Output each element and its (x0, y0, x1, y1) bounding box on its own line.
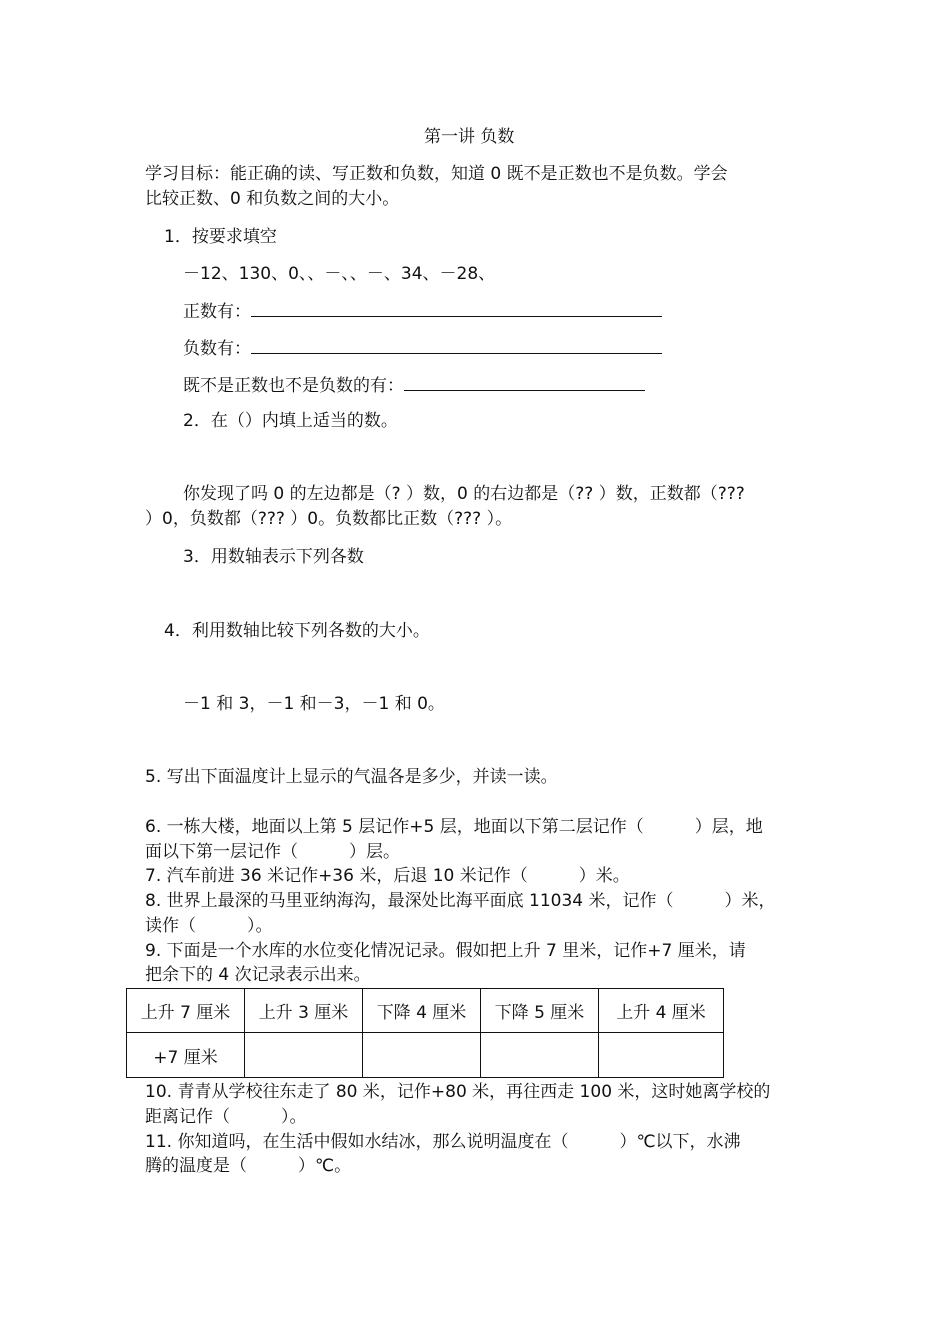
q7-text: 7. 汽车前进 36 米记作+36 米，后退 10 米记作（ ）米。 (145, 866, 630, 886)
table-cell: 下降 5 厘米 (481, 989, 599, 1033)
q3-heading: 3．用数轴表示下列各数 (183, 547, 364, 567)
q6-line2: 面以下第一层记作（ ）层。 (145, 842, 400, 862)
table-cell: 上升 7 厘米 (127, 989, 245, 1033)
q11-line1: 11. 你知道吗，在生活中假如水结冰，那么说明温度在（ ）℃以下，水沸 (145, 1132, 741, 1152)
q10-line1: 10. 青青从学校往东走了 80 米，记作+80 米，再往西走 100 米，这时她离学校的 (145, 1082, 771, 1102)
table-cell: 上升 3 厘米 (245, 989, 363, 1033)
q1-heading: 1．按要求填空 (164, 227, 277, 247)
page-title: 第一讲 负数 (424, 127, 515, 147)
q2-text-line2: ）0，负数都（??? ）0。负数都比正数（??? ）。 (145, 509, 513, 529)
answer-cell[interactable] (245, 1033, 363, 1078)
neither-label: 既不是正数也不是负数的有： (183, 376, 404, 396)
q8-line1: 8. 世界上最深的马里亚纳海沟，最深处比海平面底 11034 米，记作（ ）米， (145, 891, 776, 911)
q11-line2: 腾的温度是（ ）℃。 (145, 1156, 352, 1176)
answer-cell[interactable] (363, 1033, 481, 1078)
q6-line1: 6. 一栋大楼，地面以上第 5 层记作+5 层，地面以下第二层记作（ ）层，地 (145, 817, 763, 837)
q9-line1: 9. 下面是一个水库的水位变化情况记录。假如把上升 7 里米，记作+7 厘米，请 (145, 941, 746, 961)
table-cell: 下降 4 厘米 (363, 989, 481, 1033)
q1-negative-row (183, 335, 662, 361)
positive-label: 正数有： (183, 302, 251, 322)
table-cell: 上升 4 厘米 (599, 989, 724, 1033)
positive-answer-line[interactable] (251, 298, 662, 317)
q10-line2: 距离记作（ ）。 (145, 1107, 307, 1127)
q9-line2: 把余下的 4 次记录表示出来。 (145, 965, 371, 985)
water-level-table (126, 988, 724, 1078)
q5-text: 5. 写出下面温度计上显示的气温各是多少，并读一读。 (145, 767, 558, 787)
learning-objective-line2: 比较正数、0 和负数之间的大小。 (145, 189, 400, 209)
table-row (127, 989, 724, 1033)
q8-line2: 读作（ ）。 (145, 916, 273, 936)
q2-heading: 2．在（）内填上适当的数。 (183, 411, 398, 431)
q4-pairs: －1 和 3，－1 和－3，－1 和 0。 (183, 694, 445, 714)
q4-heading: 4．利用数轴比较下列各数的大小。 (164, 621, 430, 641)
q1-positive-row (183, 298, 662, 324)
table-row (127, 1033, 724, 1078)
q1-neither-row (183, 372, 645, 398)
answer-cell[interactable] (599, 1033, 724, 1078)
neither-answer-line[interactable] (404, 372, 645, 391)
q2-text-line1: 你发现了吗 0 的左边都是（? ）数，0 的右边都是（?? ）数，正数都（??? (183, 484, 745, 504)
learning-objective-line1: 学习目标：能正确的读、写正数和负数，知道 0 既不是正数也不是负数。学会 (145, 164, 728, 184)
negative-answer-line[interactable] (251, 335, 662, 354)
table-cell: +7 厘米 (127, 1033, 245, 1078)
q1-numbers: －12、130、0、、－、、－、34、－28、 (183, 264, 496, 284)
negative-label: 负数有： (183, 339, 251, 359)
answer-cell[interactable] (481, 1033, 599, 1078)
